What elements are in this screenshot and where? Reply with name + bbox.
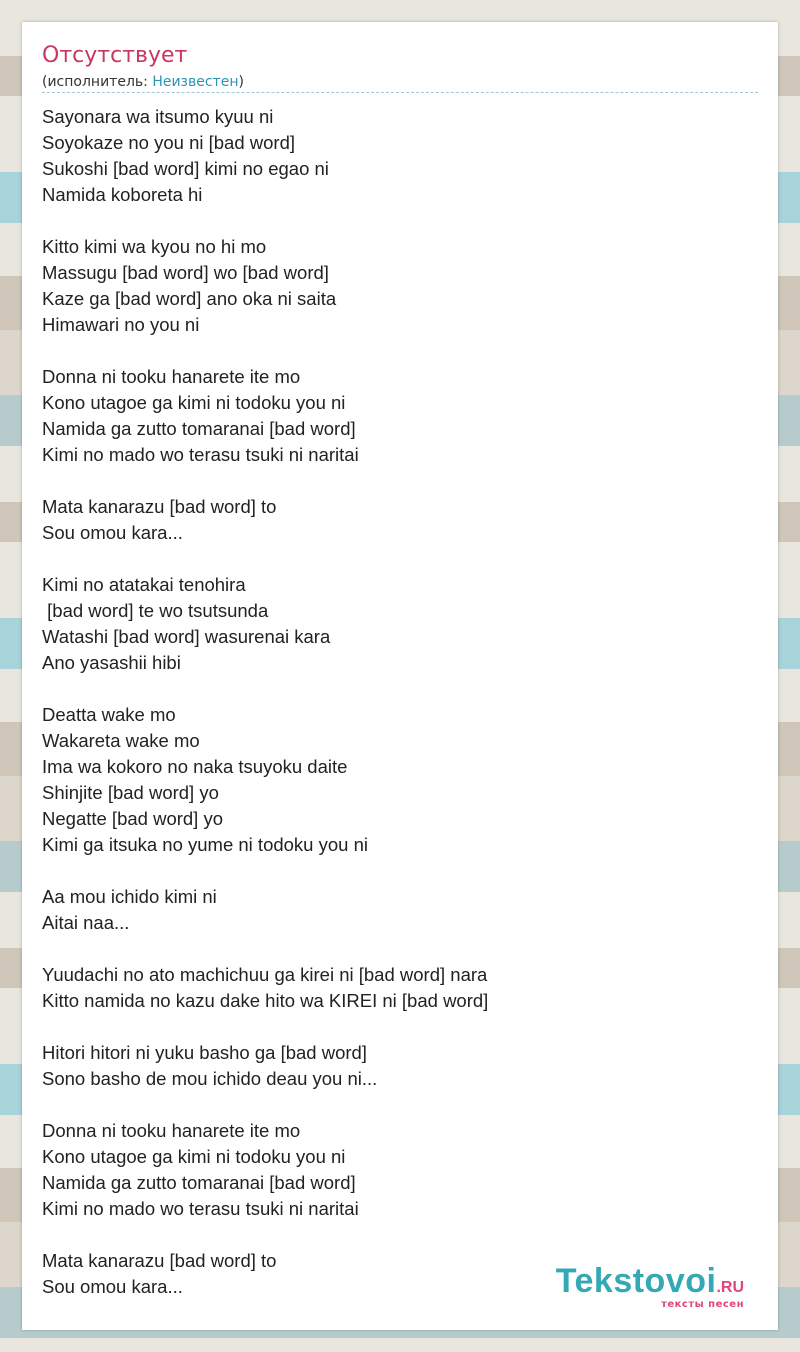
lyric-line: Sono basho de mou ichido deau you ni... — [42, 1068, 378, 1089]
lyric-line: Watashi [bad word] wasurenai kara — [42, 626, 331, 647]
lyric-line: Sayonara wa itsumo kyuu ni — [42, 106, 274, 127]
lyric-line: Negatte [bad word] yo — [42, 808, 223, 829]
lyric-line: Wakareta wake mo — [42, 730, 200, 751]
artist-link[interactable]: Неизвестен — [152, 74, 239, 90]
stanza-break — [42, 1092, 488, 1118]
lyric-line: Namida koboreta hi — [42, 184, 203, 205]
song-title: Отсутствует — [42, 43, 188, 68]
lyric-line: Mata kanarazu [bad word] to — [42, 1250, 277, 1271]
artist-prefix: (исполнитель: — [42, 74, 153, 90]
artist-suffix: ) — [238, 74, 244, 90]
stanza-break — [42, 676, 488, 702]
stanza-break — [42, 858, 488, 884]
lyric-line: Mata kanarazu [bad word] to — [42, 496, 277, 517]
lyric-line: Aa mou ichido kimi ni — [42, 886, 217, 907]
lyric-line: Yuudachi no ato machichuu ga kirei ni [bad word] nara — [42, 964, 488, 985]
logo-tagline: тексты песен — [661, 1299, 744, 1310]
lyric-line: Shinjite [bad word] yo — [42, 782, 219, 803]
title-divider — [42, 92, 758, 93]
lyric-line: Ano yasashii hibi — [42, 652, 181, 673]
lyric-line: Namida ga zutto tomaranai [bad word] — [42, 1172, 356, 1193]
lyric-line: Aitai naa... — [42, 912, 130, 933]
lyric-line: Kitto namida no kazu dake hito wa KIREI ni [bad word] — [42, 990, 489, 1011]
artist-line — [42, 73, 244, 91]
lyric-line: Soyokaze no you ni [bad word] — [42, 132, 295, 153]
lyric-line: Namida ga zutto tomaranai [bad word] — [42, 418, 356, 439]
stanza-break — [42, 468, 488, 494]
lyric-line: Massugu [bad word] wo [bad word] — [42, 262, 329, 283]
stanza-break — [42, 1222, 488, 1248]
lyrics-card — [22, 22, 778, 1330]
lyric-line: Kimi no mado wo terasu tsuki ni naritai — [42, 1198, 359, 1219]
lyric-line: Kono utagoe ga kimi ni todoku you ni — [42, 1146, 346, 1167]
stanza-break — [42, 1014, 488, 1040]
lyric-line: Kono utagoe ga kimi ni todoku you ni — [42, 392, 346, 413]
stanza-break — [42, 338, 488, 364]
stanza-break — [42, 546, 488, 572]
lyric-line: Sou omou kara... — [42, 522, 183, 543]
lyric-line: Donna ni tooku hanarete ite mo — [42, 366, 301, 387]
lyric-line: Himawari no you ni — [42, 314, 200, 335]
lyric-line: Sou omou kara... — [42, 1276, 183, 1297]
lyric-line: [bad word] te wo tsutsunda — [42, 600, 269, 621]
lyric-line: Ima wa kokoro no naka tsuyoku daite — [42, 756, 348, 777]
lyric-line: Hitori hitori ni yuku basho ga [bad word] — [42, 1042, 367, 1063]
lyrics-text — [42, 104, 488, 1300]
stanza-break — [42, 936, 488, 962]
lyric-line: Sukoshi [bad word] kimi no egao ni — [42, 158, 329, 179]
logo-domain: .RU — [716, 1279, 744, 1296]
stanza-break — [42, 208, 488, 234]
lyric-line: Deatta wake mo — [42, 704, 176, 725]
lyric-line: Kimi no atatakai tenohira — [42, 574, 246, 595]
lyric-line: Kaze ga [bad word] ano oka ni saita — [42, 288, 337, 309]
lyric-line: Kimi ga itsuka no yume ni todoku you ni — [42, 834, 368, 855]
lyric-line: Kimi no mado wo terasu tsuki ni naritai — [42, 444, 359, 465]
lyric-line: Donna ni tooku hanarete ite mo — [42, 1120, 301, 1141]
logo-wordmark: Tekstovoi — [555, 1262, 717, 1300]
site-logo[interactable] — [556, 1264, 744, 1310]
lyric-line: Kitto kimi wa kyou no hi mo — [42, 236, 267, 257]
